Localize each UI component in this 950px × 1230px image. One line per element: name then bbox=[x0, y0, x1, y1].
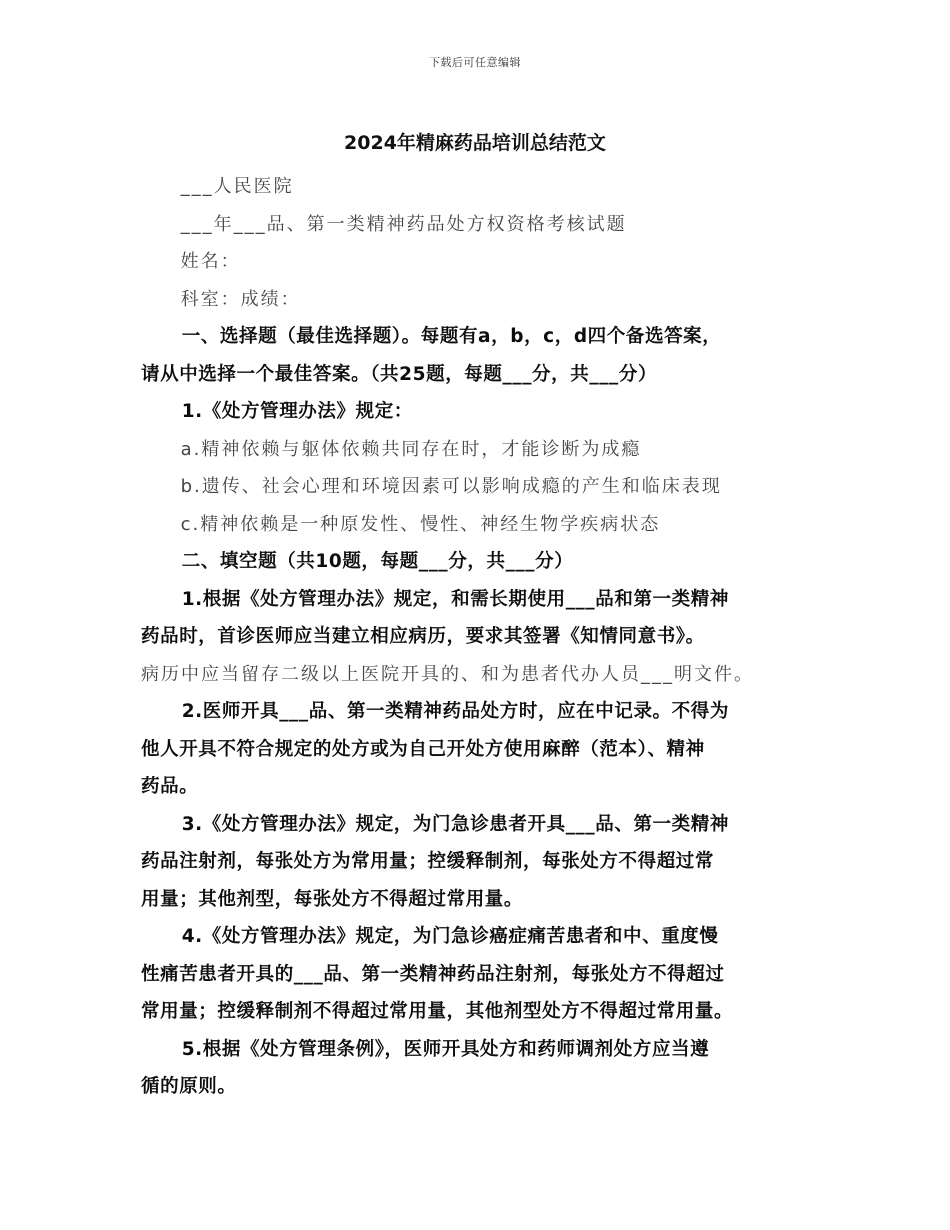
exam-title-line: ___年___品、第一类精神药品处方权资格考核试题 bbox=[180, 213, 627, 235]
name-field-label: 姓名： bbox=[180, 251, 241, 272]
fill-question-4-cont2: 常用量；控缓释制剂不得超过常用量，其他剂型处方不得超过常用量。 bbox=[141, 1001, 734, 1022]
document-body bbox=[141, 168, 811, 1106]
fill-question-2-cont: 他人开具不符合规定的处方或为自己开处方使用麻醉（范本）、精神 bbox=[141, 738, 705, 760]
fill-question-1-cont: 药品时，首诊医师应当建立相应病历，要求其签署《知情同意书》。 bbox=[141, 626, 705, 647]
document-title: 2024年精麻药品培训总结范文 bbox=[344, 132, 606, 154]
option-b: b.遗传、社会心理和环境因素可以影响成瘾的产生和临床表现 bbox=[180, 476, 722, 497]
fill-question-3-cont: 药品注射剂，每张处方为常用量；控缓释制剂，每张处方不得超过常 bbox=[141, 851, 715, 872]
fill-question-5: 5.根据《处方管理条例》，医师开具处方和药师调剂处方应当遵 bbox=[181, 1038, 710, 1060]
fill-question-4-cont: 性痛苦患者开具的___品、第一类精神药品注射剂，每张处方不得超过 bbox=[141, 963, 725, 985]
section-one-heading-cont: 请从中选择一个最佳答案。（共25题，每题___分，共___分） bbox=[141, 363, 658, 385]
department-score-label: 科室：成绩： bbox=[180, 288, 301, 310]
fill-question-4: 4.《处方管理办法》规定，为门急诊癌症痛苦患者和中、重度慢 bbox=[181, 926, 719, 947]
section-one-heading: 一、选择题（最佳选择题）。每题有a，b，c，d四个备选答案， bbox=[181, 326, 722, 347]
fill-question-3-cont2: 用量；其他剂型，每张处方不得超过常用量。 bbox=[141, 888, 524, 910]
option-a: a.精神依赖与躯体依赖共同存在时，才能诊断为成瘾 bbox=[180, 438, 642, 460]
fill-question-2: 2.医师开具___品、第一类精神药品处方时，应在中记录。不得为 bbox=[181, 701, 729, 722]
option-c: c.精神依赖是一种原发性、慢性、神经生物学疾病状态 bbox=[180, 513, 661, 535]
fill-question-3: 3.《处方管理办法》规定，为门急诊患者开具___品、第一类精神 bbox=[181, 813, 729, 835]
fill-question-2-cont2: 药品。 bbox=[141, 776, 199, 797]
fill-question-1: 1.根据《处方管理办法》规定，和需长期使用___品和第一类精神 bbox=[181, 588, 729, 610]
fill-question-1-cont2: 病历中应当留存二级以上医院开具的、和为患者代办人员___明文件。 bbox=[141, 663, 754, 685]
question-1: 1.《处方管理办法》规定： bbox=[181, 401, 413, 422]
hospital-line: ___人民医院 bbox=[180, 176, 294, 197]
fill-question-5-cont: 循的原则。 bbox=[141, 1076, 237, 1097]
page-header-note: 下载后可任意编辑 bbox=[429, 56, 521, 69]
section-two-heading: 二、填空题（共10题，每题___分，共___分） bbox=[181, 551, 574, 572]
